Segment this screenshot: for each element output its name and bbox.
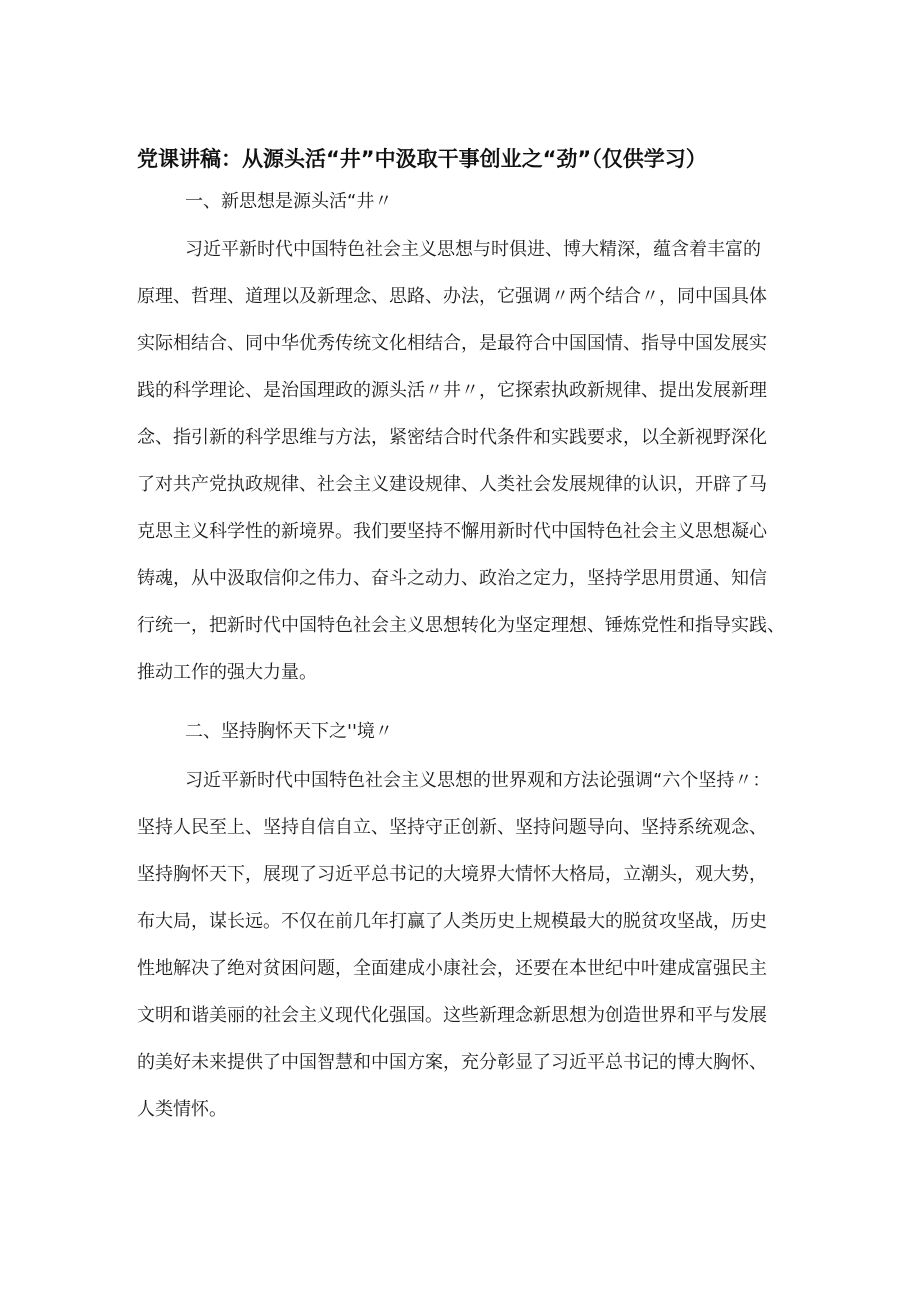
paragraph-line: 践的科学理论、是治国理政的源头活〃井〃，它探索执政新规律、提出发展新理 [137, 380, 767, 401]
paragraph-line: 实际相结合、同中华优秀传统文化相结合，是最符合中国国情、指导中国发展实 [137, 333, 767, 354]
paragraph-line: 性地解决了绝对贫困问题，全面建成小康社会，还要在本世纪中叶建成富强民主 [137, 958, 767, 979]
paragraph-line: 习近平新时代中国特色社会主义思想的世界观和方法论强调“六个坚持〃： [185, 770, 771, 791]
paragraph-line: 布大局，谋长远。不仅在前几年打赢了人类历史上规模最大的脱贫攻坚战，历史 [137, 911, 767, 932]
document-title: 党课讲稿：从源头活“井”中汲取干事创业之“劲”（仅供学习） [137, 147, 707, 171]
paragraph-line: 推动工作的强大力量。 [137, 662, 317, 683]
paragraph-line: 原理、哲理、道理以及新理念、思路、办法，它强调〃两个结合〃，同中国具体 [137, 286, 767, 307]
paragraph-line: 人类情怀。 [137, 1099, 227, 1120]
paragraph-line: 坚持人民至上、坚持自信自立、坚持守正创新、坚持问题导向、坚持系统观念、 [137, 817, 767, 838]
paragraph-line: 铸魂，从中汲取信仰之伟力、奋斗之动力、政治之定力，坚持学思用贯通、知信 [137, 568, 767, 589]
paragraph-line: 文明和谐美丽的社会主义现代化强国。这些新理念新思想为创造世界和平与发展 [137, 1005, 767, 1026]
paragraph-line: 习近平新时代中国特色社会主义思想与时俱进、博大精深，蕴含着丰富的 [185, 239, 761, 260]
section-heading-1: 一、新思想是源头活“井〃 [185, 191, 393, 212]
paragraph-line: 坚持胸怀天下，展现了习近平总书记的大境界大情怀大格局，立潮头，观大势， [137, 864, 767, 885]
paragraph-line: 了对共产党执政规律、社会主义建设规律、人类社会发展规律的认识，开辟了马 [137, 474, 767, 495]
paragraph-line: 念、指引新的科学思维与方法，紧密结合时代条件和实践要求，以全新视野深化 [137, 427, 767, 448]
paragraph-line: 的美好未来提供了中国智慧和中国方案，充分彰显了习近平总书记的博大胸怀、 [137, 1052, 767, 1073]
paragraph-line: 行统一，把新时代中国特色社会主义思想转化为坚定理想、锤炼党性和指导实践、 [137, 615, 785, 636]
section-heading-2: 二、坚持胸怀天下之''境〃 [185, 721, 393, 742]
paragraph-line: 克思主义科学性的新境界。我们要坚持不懈用新时代中国特色社会主义思想凝心 [137, 521, 767, 542]
